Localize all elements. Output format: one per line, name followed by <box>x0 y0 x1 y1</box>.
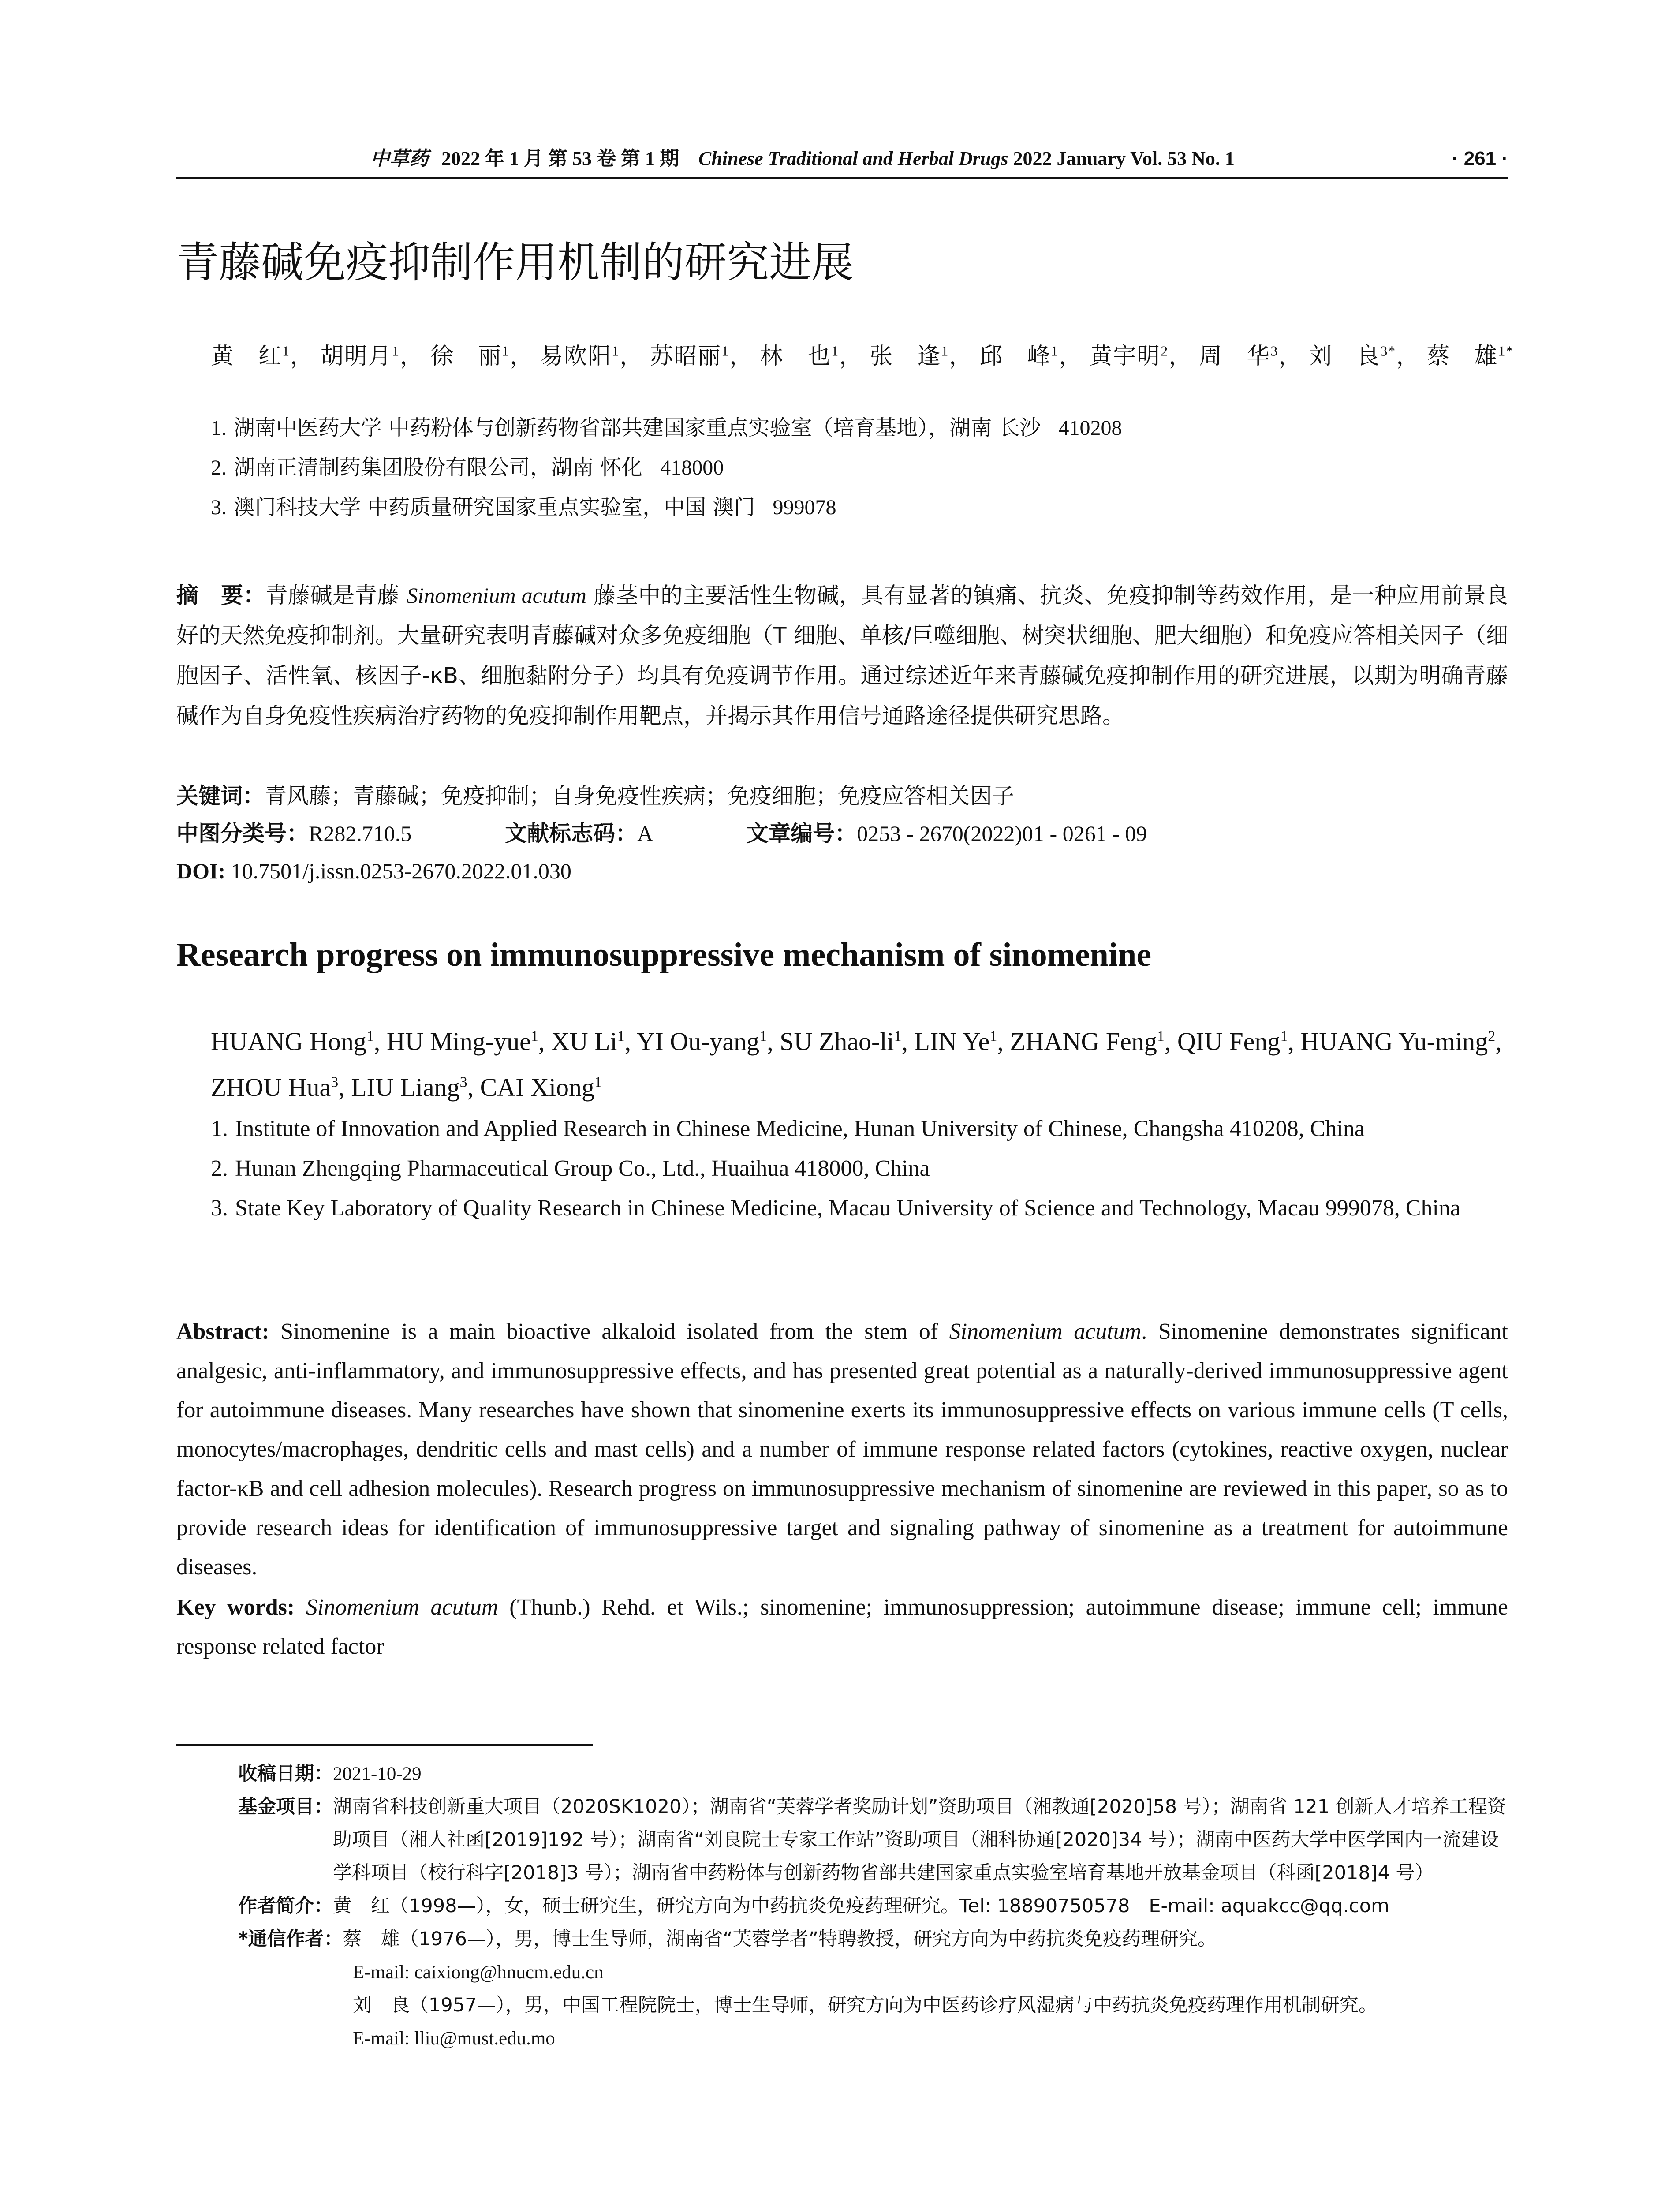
corresponding-author-2: 刘 良（1957—），男，中国工程院院士，博士生导师，研究方向为中医药诊疗风湿病与中药抗炎免疫药理作用机制研究。 <box>353 1994 1378 2016</box>
author-affiliation-mark: 1 <box>1280 1028 1288 1045</box>
author-affiliation-mark: 3* <box>1380 343 1396 359</box>
clc-label: 中图分类号： <box>176 821 309 846</box>
author <box>540 343 620 370</box>
affiliation-cn-1 <box>211 412 1122 444</box>
author-affiliation-mark: 1 <box>282 343 291 359</box>
header-rule <box>176 177 1508 179</box>
title-cn: 青藤碱免疫抑制作用机制的研究进展 <box>176 238 854 287</box>
corresponding-author-1: 蔡 雄（1976—），男，博士生导师，湖南省“芙蓉学者”特聘教授，研究方向为中药抗炎免疫药理研究。 <box>343 1928 1217 1950</box>
author-name: LIN Ye <box>914 1027 990 1056</box>
journal-name-en: Chinese Traditional and Herbal Drugs <box>698 148 1008 169</box>
postal-code: 999078 <box>773 496 836 519</box>
received-date: 2021-10-29 <box>333 1764 422 1784</box>
article-number-value: 0253 - 2670(2022)01 - 0261 - 09 <box>857 821 1147 846</box>
author <box>870 343 949 370</box>
received-label: 收稿日期： <box>238 1763 333 1785</box>
abstract-en-text-1: Sinomenine is a main bioactive alkaloid isolated from the stem of <box>269 1319 949 1344</box>
footnote-fund <box>238 1790 1508 1890</box>
abstract-en-text-2: . Sinomenine demonstrates significant analgesic, anti-inflammatory, and immunosuppressive effects, and has presented great potential as a naturally-derived immunosuppressive agent for autoimmune diseases. Many researches have shown that sinomenine exerts its immunosuppressive effects on various immune cells (T cells, monocytes/macrophages, dendritic cells and mast cells) and a number of immune response related factors (cytokines, reactive oxygen, nuclear factor-κB and cell adhesion molecules). Research progress on immunosuppressive mechanism of sinomenine are reviewed in this paper, so as to provide research ideas for identification of immunosuppressive target and signaling pathway of sinomenine as a treatment for autoimmune diseases. <box>176 1319 1508 1580</box>
affiliation-text: 湖南中医药大学 中药粉体与创新药物省部共建国家重点实验室（培育基地），湖南 长沙 <box>234 415 1041 440</box>
author-affiliation-mark: 1 <box>894 1028 902 1045</box>
author <box>650 343 729 370</box>
footnote-corresponding <box>238 1923 1508 1956</box>
corresponding-email-1: E-mail: caixiong@hnucm.edu.cn <box>353 1962 604 1983</box>
author-affiliation-mark: 1 <box>612 343 620 359</box>
keywords-en-text: (Thunb.) Rehd. et Wils.; sinomenine; immunosuppression; autoimmune disease; immune cell; immune response related factor <box>176 1595 1508 1659</box>
author <box>780 1027 901 1056</box>
doc-code-label: 文献标志码： <box>505 821 638 846</box>
title-en: Research progress on immunosuppressive mechanism of sinomenine <box>176 936 1152 973</box>
issue-en: 2022 January Vol. 53 No. 1 <box>1013 148 1235 169</box>
keywords-cn <box>176 778 1014 814</box>
author <box>211 1073 338 1102</box>
author-name: HU Ming-yue <box>386 1027 531 1056</box>
latin-species-name: Sinomenium acutum <box>306 1595 498 1620</box>
affiliation-text: Institute of Innovation and Applied Research in Chinese Medicine, Hunan University of Chinese, Changsha 410208, China <box>235 1116 1365 1141</box>
abstract-cn-text-2: 藤茎中的主要活性生物碱，具有显著的镇痛、抗炎、免疫抑制等药效作用，是一种应用前景良好的天然免疫抑制剂。大量研究表明青藤碱对众多免疫细胞（T 细胞、单核/巨噬细胞、树突状细胞、肥大细胞）和免疫应答相关因子（细胞因子、活性氧、核因子-κB、细胞黏附分子）均具有免疫调节作用。通过综述近年来青藤碱免疫抑制作用的研究进展，以期为明确青藤碱作为自身免疫性疾病治疗药物的免疫抑制作用靶点，并揭示其作用信号通路途径提供研究思路。 <box>176 583 1508 729</box>
abstract-cn-text-1: 青藤碱是青藤 <box>265 583 407 608</box>
article-number-label: 文章编号： <box>747 821 857 846</box>
author-affiliation-mark: 1 <box>594 1074 602 1091</box>
author <box>1089 343 1169 370</box>
author <box>1300 1027 1495 1056</box>
author-name: LIU Liang <box>351 1073 460 1102</box>
author <box>1309 343 1396 370</box>
keywords-en-label: Key words: <box>176 1595 295 1620</box>
author-name: YI Ou-yang <box>636 1027 760 1056</box>
author <box>387 1027 538 1056</box>
author <box>1426 343 1514 370</box>
author-affiliation-mark: 3 <box>1270 343 1279 359</box>
author-name: 林 也 <box>760 343 832 370</box>
author <box>480 1073 602 1102</box>
affiliation-text: 湖南正清制药集团股份有限公司，湖南 怀化 <box>234 455 643 480</box>
author-affiliation-mark: 1 <box>1051 343 1059 359</box>
doi-label: DOI: <box>176 859 226 883</box>
author-name: CAI Xiong <box>480 1073 595 1102</box>
author <box>351 1073 467 1102</box>
author-affiliation-mark: 1* <box>1498 343 1514 359</box>
author <box>915 1027 997 1056</box>
footnote-rule <box>176 1744 593 1746</box>
affiliation-number: 1. <box>211 1116 228 1141</box>
author-name: QIU Feng <box>1177 1027 1281 1056</box>
affiliation-number: 3. <box>211 1196 228 1221</box>
author-name: ZHOU Hua <box>211 1073 331 1102</box>
author-name: SU Zhao-li <box>780 1027 894 1056</box>
footnote-received <box>238 1757 1508 1790</box>
footnote-author <box>238 1890 1508 1923</box>
latin-species-name: Sinomenium acutum <box>407 583 586 608</box>
doc-code-value: A <box>637 821 653 846</box>
author <box>211 1027 374 1056</box>
author-affiliation-mark: 1 <box>941 343 949 359</box>
author <box>551 1027 625 1056</box>
affiliation-text: 澳门科技大学 中药质量研究国家重点实验室，中国 澳门 <box>234 495 755 519</box>
author-name: XU Li <box>551 1027 617 1056</box>
author-name: 黄宇明 <box>1089 343 1161 370</box>
fund-text: 湖南省科技创新重大项目（2020SK1020）；湖南省“芙蓉学者奖励计划”资助项目（湘教通[2020]58 号）；湖南省 121 创新人才培养工程资助项目（湘人社函[2019]192 号）；湖南省“刘良院士专家工作站”资助项目（湘科协通[2020]34 号）；湖南中医药大学中医学国内一流建设学科项目（校行科字[2018]3 号）；湖南省中药粉体与创新药物省部共建国家重点实验室培育基地开放基金项目（科函[2018]4 号） <box>333 1796 1506 1884</box>
author <box>979 343 1059 370</box>
author <box>760 343 839 370</box>
author-affiliation-mark: 1 <box>1157 1028 1165 1045</box>
author-name: 易欧阳 <box>540 343 612 370</box>
author <box>1199 343 1278 370</box>
author-name: 刘 良 <box>1309 343 1381 370</box>
affiliation-number: 2. <box>211 1156 228 1181</box>
author <box>1010 1027 1164 1056</box>
author-affiliation-mark: 2 <box>1161 343 1169 359</box>
author <box>321 343 400 370</box>
author-name: HUANG Yu-ming <box>1300 1027 1488 1056</box>
author-affiliation-mark: 1 <box>759 1028 767 1045</box>
author-affiliation-mark: 1 <box>831 343 840 359</box>
authors-en: HUANG Hong$^1$, HU Ming-yue$^1$, XU Li$^1$, YI Ou-yang$^1$, SU Zhao-$li^1$, LIN Ye$^1$, ZHANG Feng$^1$, QIU Feng$^1$, HUANG Yu-ming$^2$, ZHOU Hua$^3$, LIU Liang$^3$, CAI Xiong$^1$ <box>211 1027 1502 1102</box>
affiliation-number: 1. <box>211 416 227 440</box>
author-name: 张 逢 <box>870 343 941 370</box>
author <box>637 1027 767 1056</box>
author-name: 蔡 雄 <box>1426 343 1498 370</box>
corresponding-email-2: E-mail: lliu@must.edu.mo <box>353 2028 555 2049</box>
author-affiliation-mark: 2 <box>1488 1028 1496 1045</box>
author <box>211 343 290 370</box>
affiliation-number: 2. <box>211 456 227 479</box>
journal-name-cn: 中草药 <box>370 147 429 170</box>
postal-code: 418000 <box>660 456 724 479</box>
author-name: 邱 峰 <box>979 343 1051 370</box>
authors-cn: 黄 红$^1$， 胡明月$^1$， 徐 丽$^1$， 易欧阳$^1$， 苏昭丽$^1$， 林 也$^1$， 张 逢$^1$， 邱 峰$^1$， 黄宇明$^2$， 周 华$^3$， 刘 良$^{3*}$， 蔡 雄$^{1*}$ <box>211 343 1514 370</box>
postal-code: 410208 <box>1058 416 1122 440</box>
author-affiliation-mark: 1 <box>617 1028 625 1045</box>
abstract-en <box>176 1312 1508 1587</box>
author-affiliation-mark: 1 <box>502 343 510 359</box>
affiliation-cn-2 <box>211 452 724 483</box>
author-name: HUANG Hong <box>211 1027 366 1056</box>
affiliation-number: 3. <box>211 496 227 519</box>
journal-header <box>370 146 1235 172</box>
author-name: 苏昭丽 <box>650 343 722 370</box>
author-name: 周 华 <box>1199 343 1271 370</box>
keywords-cn-text: 青风藤；青藤碱；免疫抑制；自身免疫性疾病；免疫细胞；免疫应答相关因子 <box>265 783 1014 809</box>
affiliation-cn-3 <box>211 492 836 523</box>
footnotes <box>238 1757 1508 2055</box>
doi-value: 10.7501/j.issn.0253-2670.2022.01.030 <box>231 859 571 883</box>
author-bio-label: 作者简介： <box>238 1895 333 1917</box>
running-header <box>176 146 1508 181</box>
doi-line <box>176 853 571 889</box>
affiliation-en-1 <box>211 1109 1516 1149</box>
affiliation-text: Hunan Zhengqing Pharmaceutical Group Co., Ltd., Huaihua 418000, China <box>235 1156 930 1181</box>
author-affiliation-mark: 1 <box>530 1028 538 1045</box>
latin-species-name: Sinomenium acutum <box>949 1319 1142 1344</box>
clc-value: R282.710.5 <box>309 821 412 846</box>
abstract-en-label: Abstract: <box>176 1319 269 1344</box>
author-name: ZHANG Feng <box>1010 1027 1157 1056</box>
author-name: 徐 丽 <box>430 343 502 370</box>
author-affiliation-mark: 3 <box>459 1074 467 1091</box>
author-affiliation-mark: 1 <box>366 1028 374 1045</box>
keywords-cn-label: 关键词： <box>176 783 265 809</box>
author-affiliation-mark: 3 <box>331 1074 339 1091</box>
fund-label: 基金项目： <box>238 1796 333 1818</box>
author-affiliation-mark: 1 <box>392 343 400 359</box>
page-number: · 261 · <box>1452 148 1508 169</box>
affiliation-en-2 <box>211 1149 1516 1188</box>
author <box>1177 1027 1288 1056</box>
issue-cn: 2022 年 1 月 第 53 卷 第 1 期 <box>441 148 679 169</box>
abstract-cn <box>176 576 1508 736</box>
classification-line <box>176 816 1147 851</box>
author-affiliation-mark: 1 <box>989 1028 997 1045</box>
author-bio-text: 黄 红（1998—），女，硕士研究生，研究方向为中药抗炎免疫药理研究。Tel: 18890750578 E-mail: aquakcc@qq.com <box>333 1895 1389 1917</box>
affiliation-text: State Key Laboratory of Quality Research in Chinese Medicine, Macau University of Science and Technology, Macau 999078, China <box>235 1196 1461 1221</box>
author-affiliation-mark: 1 <box>721 343 730 359</box>
keywords-en <box>176 1588 1508 1666</box>
corresponding-label: *通信作者： <box>238 1928 343 1950</box>
affiliation-en-3 <box>211 1188 1516 1228</box>
abstract-cn-label: 摘 要： <box>176 583 266 608</box>
author-name: 胡明月 <box>321 343 392 370</box>
author-name: 黄 红 <box>211 343 283 370</box>
author <box>430 343 510 370</box>
